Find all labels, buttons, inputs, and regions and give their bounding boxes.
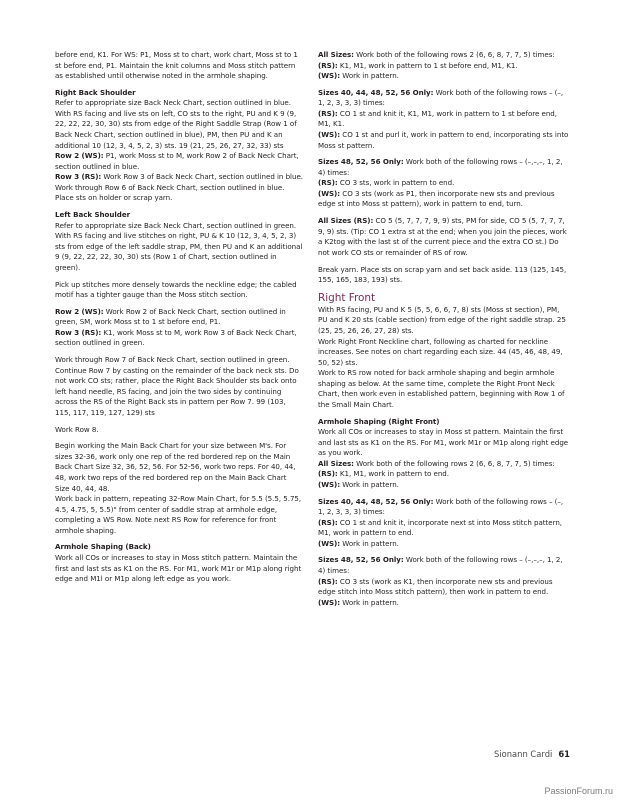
text: CO 1 st and purl it, work in pattern to end, incorporating sts into Moss st pattern. <box>318 130 569 150</box>
size-label: Sizes 48, 52, 56 Only: <box>318 157 404 167</box>
text: Work both of the following rows – (–, 1, 2, 3, 3, 3) times: <box>318 496 564 517</box>
heading: Armhole Shaping (Back) <box>55 542 151 552</box>
paragraph <box>318 216 570 258</box>
row-label: Row 2 (WS): <box>55 151 104 161</box>
row-label: (WS): <box>318 71 341 81</box>
section-armhole-back <box>55 542 303 584</box>
text: Work through Row 6 of Back Neck Chart, section outlined in blue. Place sts on holder or scrap yarn. <box>55 182 285 203</box>
paragraph <box>318 157 570 210</box>
size-label: All Sizes: <box>318 458 354 468</box>
text: Work back in pattern, repeating 32-Row Main Chart, for 5.5 (5.5, 5.75, 4.5, 4.75, 5, 5.5)" from center of saddle strap at armhole edge, completing a WS Row. Note next RS Row for reference for front armhole shaping. <box>55 494 302 535</box>
text: CO 5 (5, 7, 7, 7, 9, 9) sts, PM for side, CO 5 (5, 7, 7, 7, 9, 9) sts. (Tip: CO 1 extra st at the end; when you join the pieces, work a K2tog with the last st of the current piece and the extra CO st.) Do not work CO sts or remainder of RS of row. <box>318 216 567 257</box>
row-label: (WS): <box>318 130 341 140</box>
size-label: All Sizes (RS): <box>318 216 374 226</box>
text: Work both of the following rows 2 (6, 6, 8, 7, 7, 5) times: <box>353 458 555 468</box>
text: Work in pattern. <box>340 597 399 607</box>
section-right-back-shoulder <box>55 88 303 204</box>
heading: Left Back Shoulder <box>55 210 131 220</box>
row-label: (RS): <box>318 517 338 527</box>
paragraph: Work through Row 7 of Back Neck Chart, section outlined in green. Continue Row 7 by casting on the remainder of the back neck sts. Do not work CO sts; rather, place the Right Back Shoulder sts back onto left hand needle, RS facing, and join the two sides by continuing across the RS of the Right Back sts in pattern per Row 7. 99 (103, 115, 117, 119, 127, 129) sts <box>55 355 299 417</box>
text: Work both of the following rows – (–,–,–, 1, 2, 4) times: <box>318 555 563 576</box>
row-label: (WS): <box>318 188 341 198</box>
row-label: Row 2 (WS): <box>55 306 104 316</box>
page-footer <box>494 749 570 759</box>
text: Refer to appropriate size Back Neck Chart, section outlined in green. <box>55 220 297 230</box>
paragraph <box>318 497 570 550</box>
paragraph <box>318 50 570 82</box>
text: Work in pattern. <box>340 479 399 489</box>
size-label: All Sizes: <box>318 50 354 59</box>
paragraph <box>318 555 570 608</box>
left-column <box>55 50 303 591</box>
size-label: Sizes 40, 44, 48, 52, 56 Only: <box>318 87 434 97</box>
row-label: Row 3 (RS): <box>55 327 102 337</box>
text: Refer to appropriate size Back Neck Chart, section outlined in blue. <box>55 98 291 108</box>
section-left-back-shoulder <box>55 210 303 273</box>
section-armhole-right-front <box>318 417 570 491</box>
paragraph <box>55 441 303 536</box>
text: CO 3 sts (work as P1, then incorporate new sts and previous edge st into Moss st pattern), work in pattern to end, turn. <box>318 188 555 209</box>
text: Work all COs or increases to stay in Moss st pattern. Maintain the first and last sts as K1 on the RS. For M1, work M1r or M1p along right edge as you work. <box>318 427 569 458</box>
text: Work in pattern. <box>340 71 399 81</box>
text: CO 1 st and knit it, K1, M1, work in pattern to 1 st before end, M1, K1. <box>318 108 557 129</box>
row-label: (RS): <box>318 108 338 118</box>
paragraph <box>318 305 570 410</box>
text: Work all COs or increases to stay in Moss stitch pattern. Maintain the first and last sts as K1 on the RS. For M1, work M1r or M1p along right edge and M1l or M1p along left edge as you work. <box>55 553 302 584</box>
text: CO 1 st and knit it, incorporate next st into Moss stitch pattern, M1, work in pattern to end. <box>318 517 563 538</box>
text: Work in pattern. <box>340 538 399 548</box>
row-label: (WS): <box>318 479 341 489</box>
paragraph: Pick up stitches more densely towards the neckline edge; the cabled motif has a tighter gauge than the Moss stitch section. <box>55 279 297 300</box>
text: With RS facing and live stitches on right, PU & K 10 (12, 3, 4, 5, 2, 3) sts from edge of the left saddle strap, PM, then PU and K an additional 9 (9, 22, 22, 22, 30, 30) sts (Row 1 of Chart, section outlined in green). <box>55 231 303 272</box>
text: With RS facing and live sts on left, CO sts to the right, PU and K 9 (9, 22, 22, 22, 30, 30) sts from edge of the Right Saddle Strap (Row 1 of Back Neck Chart, section outlined in blue), PM, then PU and K an additional 10 (12, 3, 4, 5, 2, 3) sts. 19 (21, 25, 26, 27, 32, 33) sts <box>55 108 297 150</box>
text: P1, work Moss st to M, work Row 2 of Back Neck Chart, section outlined in blue. <box>55 151 299 171</box>
heading: Armhole Shaping (Right Front) <box>318 416 440 426</box>
text: Work both of the following rows 2 (6, 6, 8, 7, 7, 5) times: <box>353 50 555 59</box>
row-label: (RS): <box>318 178 338 188</box>
text: Work Row 3 of Back Neck Chart, section outlined in blue. <box>101 172 303 182</box>
row-label: (RS): <box>318 576 338 586</box>
text: Work both of the following rows – (–,–,–, 1, 2, 4) times: <box>318 157 563 177</box>
row-label: (RS): <box>318 469 338 479</box>
row-label: (RS): <box>318 60 338 70</box>
watermark: PassionForum.ru <box>544 786 613 796</box>
text: Work Right Front Neckline chart, following as charted for neckline increases. See notes on chart regarding each size. 44 (45, 46, 48, 49, 50, 52) sts. <box>318 336 563 367</box>
page-number: 61 <box>558 749 570 759</box>
size-label: Sizes 40, 44, 48, 52, 56 Only: <box>318 496 434 506</box>
text: Begin working the Main Back Chart for your size between M's. For sizes 32-36, work only one rep of the red bordered rep on the Main Back Chart Size 32, 36, 52, 56. For 52-56, work two reps. For 40, 44, 48, work two reps of the red bordered rep on the Main Back Chart Size 40, 44, 48. <box>55 441 296 493</box>
text: CO 3 sts, work in pattern to end. <box>337 178 455 188</box>
row-label: Row 3 (RS): <box>55 172 102 182</box>
paragraph: before end, K1. For WS: P1, Moss st to chart, work chart, Moss st to 1 st before end, P1. Maintain the knit columns and Moss stitch pattern as established until otherwise noted in the armhole shaping. <box>55 50 298 81</box>
paragraph <box>318 88 570 151</box>
paragraph: Break yarn. Place sts on scrap yarn and set back aside. 113 (125, 145, 155, 165, 183, 193) sts. <box>318 264 567 285</box>
row-label: (WS): <box>318 538 341 548</box>
designer-name: Sionann Cardi <box>493 749 553 759</box>
heading: Right Back Shoulder <box>55 87 136 97</box>
text: Work both of the following rows – (–, 1, 2, 3, 3, 3) times: <box>318 87 564 108</box>
text: Work to RS row noted for back armhole shaping and begin armhole shaping as below. At the same time, complete the Right Front Neck Chart, then work even in established pattern, beginning with Row 1 of the Small Main Chart. <box>318 368 565 409</box>
text: K1, M1, work in pattern to 1 st before end, M1, K1. <box>337 60 518 70</box>
text: K1, work Moss st to M, work Row 3 of Back Neck Chart, section outlined in green. <box>55 327 297 348</box>
row-label: (WS): <box>318 597 341 607</box>
text: K1, M1, work in pattern to end. <box>337 469 449 479</box>
section-title-right-front: Right Front <box>318 291 376 304</box>
text: With RS facing, PU and K 5 (5, 5, 6, 6, 7, 8) sts (Moss st section), PM, PU and K 20 sts (cable section) from edge of the right saddle strap. 25 (25, 25, 26, 26, 27, 28) sts. <box>318 304 566 335</box>
right-column <box>318 50 570 614</box>
paragraph <box>55 307 303 349</box>
size-label: Sizes 48, 52, 56 Only: <box>318 555 404 565</box>
text: CO 3 sts (work as K1, then incorporate new sts and previous edge stitch into Moss stitch pattern), then work in pattern to end. <box>318 576 553 597</box>
text: Work Row 2 of Back Neck Chart, section outlined in green, SM, work Moss st to 1 st before end, P1. <box>55 306 286 327</box>
paragraph: Work Row 8. <box>55 424 99 434</box>
